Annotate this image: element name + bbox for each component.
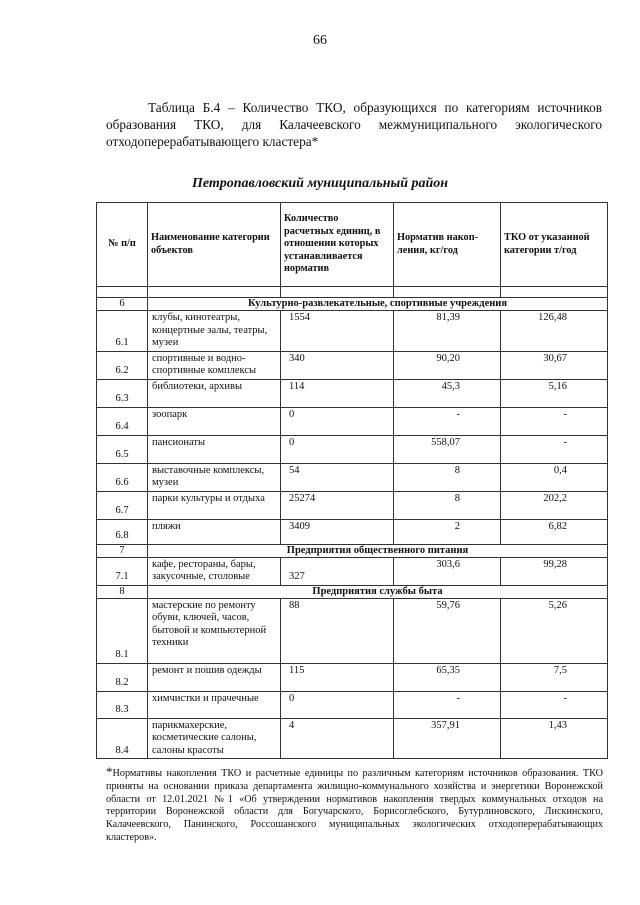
tko-value: 126,48 [501, 311, 608, 352]
section-row [97, 585, 608, 598]
tko-value: 5,26 [501, 598, 608, 663]
footnote-text: Нормативы накопления ТКО и расчетные единицы по различным категориям источников образования. ТКО приняты на основании приказа департамента жилищно-коммунального хозяйства и энергетики Воронежской области от 12.01.2021 №1 «Об утверждении нормативов накопления твердых коммунальных отходов на территории Воронежской области для Богучарского, Борисоглебского, Бутурлиновского, Лискинского, Калачеевского, Панинского, Россошанского муниципальных экологических отходоперерабатывающих кластеров». [106, 768, 603, 843]
tko-value: 30,67 [501, 351, 608, 379]
tko-value: - [501, 691, 608, 718]
norm-value: 558,07 [394, 435, 501, 463]
table-row [97, 691, 608, 718]
units-value: 25274 [281, 491, 394, 519]
tko-value: 6,82 [501, 519, 608, 544]
table-body [97, 287, 608, 759]
table-row [97, 491, 608, 519]
caption-line-3: отходоперерабатывающего кластера* [106, 134, 319, 149]
table-row [97, 435, 608, 463]
norm-value: - [394, 691, 501, 718]
caption-line-1: Таблица Б.4 – Количество ТКО, образующихся по категориям источников [148, 100, 602, 115]
category-name: спортивные и водно-спортивные комплексы [148, 351, 281, 379]
norm-value: 2 [394, 519, 501, 544]
norm-value: 8 [394, 463, 501, 491]
caption-line-2: образования ТКО, для Калачеевского межмуниципального экологического [106, 117, 602, 132]
units-value: 1554 [281, 311, 394, 352]
norm-value: 357,91 [394, 718, 501, 759]
units-value: 3409 [281, 519, 394, 544]
row-number: 8.2 [97, 663, 148, 691]
row-number: 6.1 [97, 311, 148, 352]
norm-value: 90,20 [394, 351, 501, 379]
row-number: 6.6 [97, 463, 148, 491]
waste-table [96, 202, 608, 759]
norm-value: 8 [394, 491, 501, 519]
table-header-row [97, 203, 608, 287]
section-row [97, 298, 608, 311]
row-number: 6.2 [97, 351, 148, 379]
norm-value: 81,39 [394, 311, 501, 352]
table-row [97, 663, 608, 691]
row-number: 6.8 [97, 519, 148, 544]
units-value: 0 [281, 435, 394, 463]
table-row [97, 598, 608, 663]
footnote [106, 766, 603, 845]
units-value: 340 [281, 351, 394, 379]
district-subtitle: Петропавловский муниципальный район [191, 176, 449, 191]
units-value: 115 [281, 663, 394, 691]
header-num: № п/п [97, 203, 148, 287]
spacer-row [97, 287, 608, 298]
category-name: химчистки и прачечные [148, 691, 281, 718]
table-row [97, 463, 608, 491]
row-number: 6.5 [97, 435, 148, 463]
units-value: 114 [281, 379, 394, 407]
table-row [97, 718, 608, 759]
tko-value: 0,4 [501, 463, 608, 491]
table-row [97, 379, 608, 407]
norm-value: 59,76 [394, 598, 501, 663]
spacer-cell [501, 287, 608, 298]
table-row [97, 311, 608, 352]
row-number: 8.3 [97, 691, 148, 718]
units-value: 327 [281, 557, 394, 585]
tko-value: 1,43 [501, 718, 608, 759]
category-name: пляжи [148, 519, 281, 544]
table-row [97, 407, 608, 435]
section-row [97, 544, 608, 557]
header-norm: Норматив накоп-ления, кг/год [394, 203, 501, 287]
header-units: Количество расчетных единиц, в отношении которых устанавливается норматив [281, 203, 394, 287]
section-title: Предприятия общественного питания [148, 544, 608, 557]
category-name: зоопарк [148, 407, 281, 435]
row-number: 6.3 [97, 379, 148, 407]
tko-value: 7,5 [501, 663, 608, 691]
tko-value: 99,28 [501, 557, 608, 585]
tko-value: 5,16 [501, 379, 608, 407]
units-value: 88 [281, 598, 394, 663]
tko-value: - [501, 407, 608, 435]
spacer-cell [148, 287, 281, 298]
row-number: 7.1 [97, 557, 148, 585]
norm-value: - [394, 407, 501, 435]
spacer-cell [281, 287, 394, 298]
category-name: библиотеки, архивы [148, 379, 281, 407]
norm-value: 303,6 [394, 557, 501, 585]
tko-value: - [501, 435, 608, 463]
row-number: 8.4 [97, 718, 148, 759]
section-title: Предприятия службы быта [148, 585, 608, 598]
section-number: 7 [97, 544, 148, 557]
category-name: выставочные комплексы, музеи [148, 463, 281, 491]
category-name: клубы, кинотеатры, концертные залы, театры, музеи [148, 311, 281, 352]
row-number: 8.1 [97, 598, 148, 663]
units-value: 0 [281, 407, 394, 435]
category-name: парикмахерские, косметические салоны, салоны красоты [148, 718, 281, 759]
table-row [97, 351, 608, 379]
category-name: ремонт и пошив одежды [148, 663, 281, 691]
norm-value: 65,35 [394, 663, 501, 691]
section-number: 8 [97, 585, 148, 598]
section-title: Культурно-развлекательные, спортивные учреждения [148, 298, 608, 311]
footnote-star: * [106, 764, 113, 779]
category-name: кафе, рестораны, бары, закусочные, столовые [148, 557, 281, 585]
category-name: пансионаты [148, 435, 281, 463]
category-name: мастерские по ремонту обуви, ключей, часов, бытовой и компьютерной техники [148, 598, 281, 663]
section-number: 6 [97, 298, 148, 311]
table-row [97, 557, 608, 585]
page-number: 66 [313, 33, 327, 48]
table-caption [106, 99, 602, 150]
spacer-cell [394, 287, 501, 298]
units-value: 54 [281, 463, 394, 491]
tko-value: 202,2 [501, 491, 608, 519]
table-row [97, 519, 608, 544]
units-value: 0 [281, 691, 394, 718]
header-tko: ТКО от указанной категории т/год [501, 203, 608, 287]
units-value: 4 [281, 718, 394, 759]
spacer-cell [97, 287, 148, 298]
category-name: парки культуры и отдыха [148, 491, 281, 519]
norm-value: 45,3 [394, 379, 501, 407]
header-name: Наименование категории объектов [148, 203, 281, 287]
row-number: 6.4 [97, 407, 148, 435]
row-number: 6.7 [97, 491, 148, 519]
